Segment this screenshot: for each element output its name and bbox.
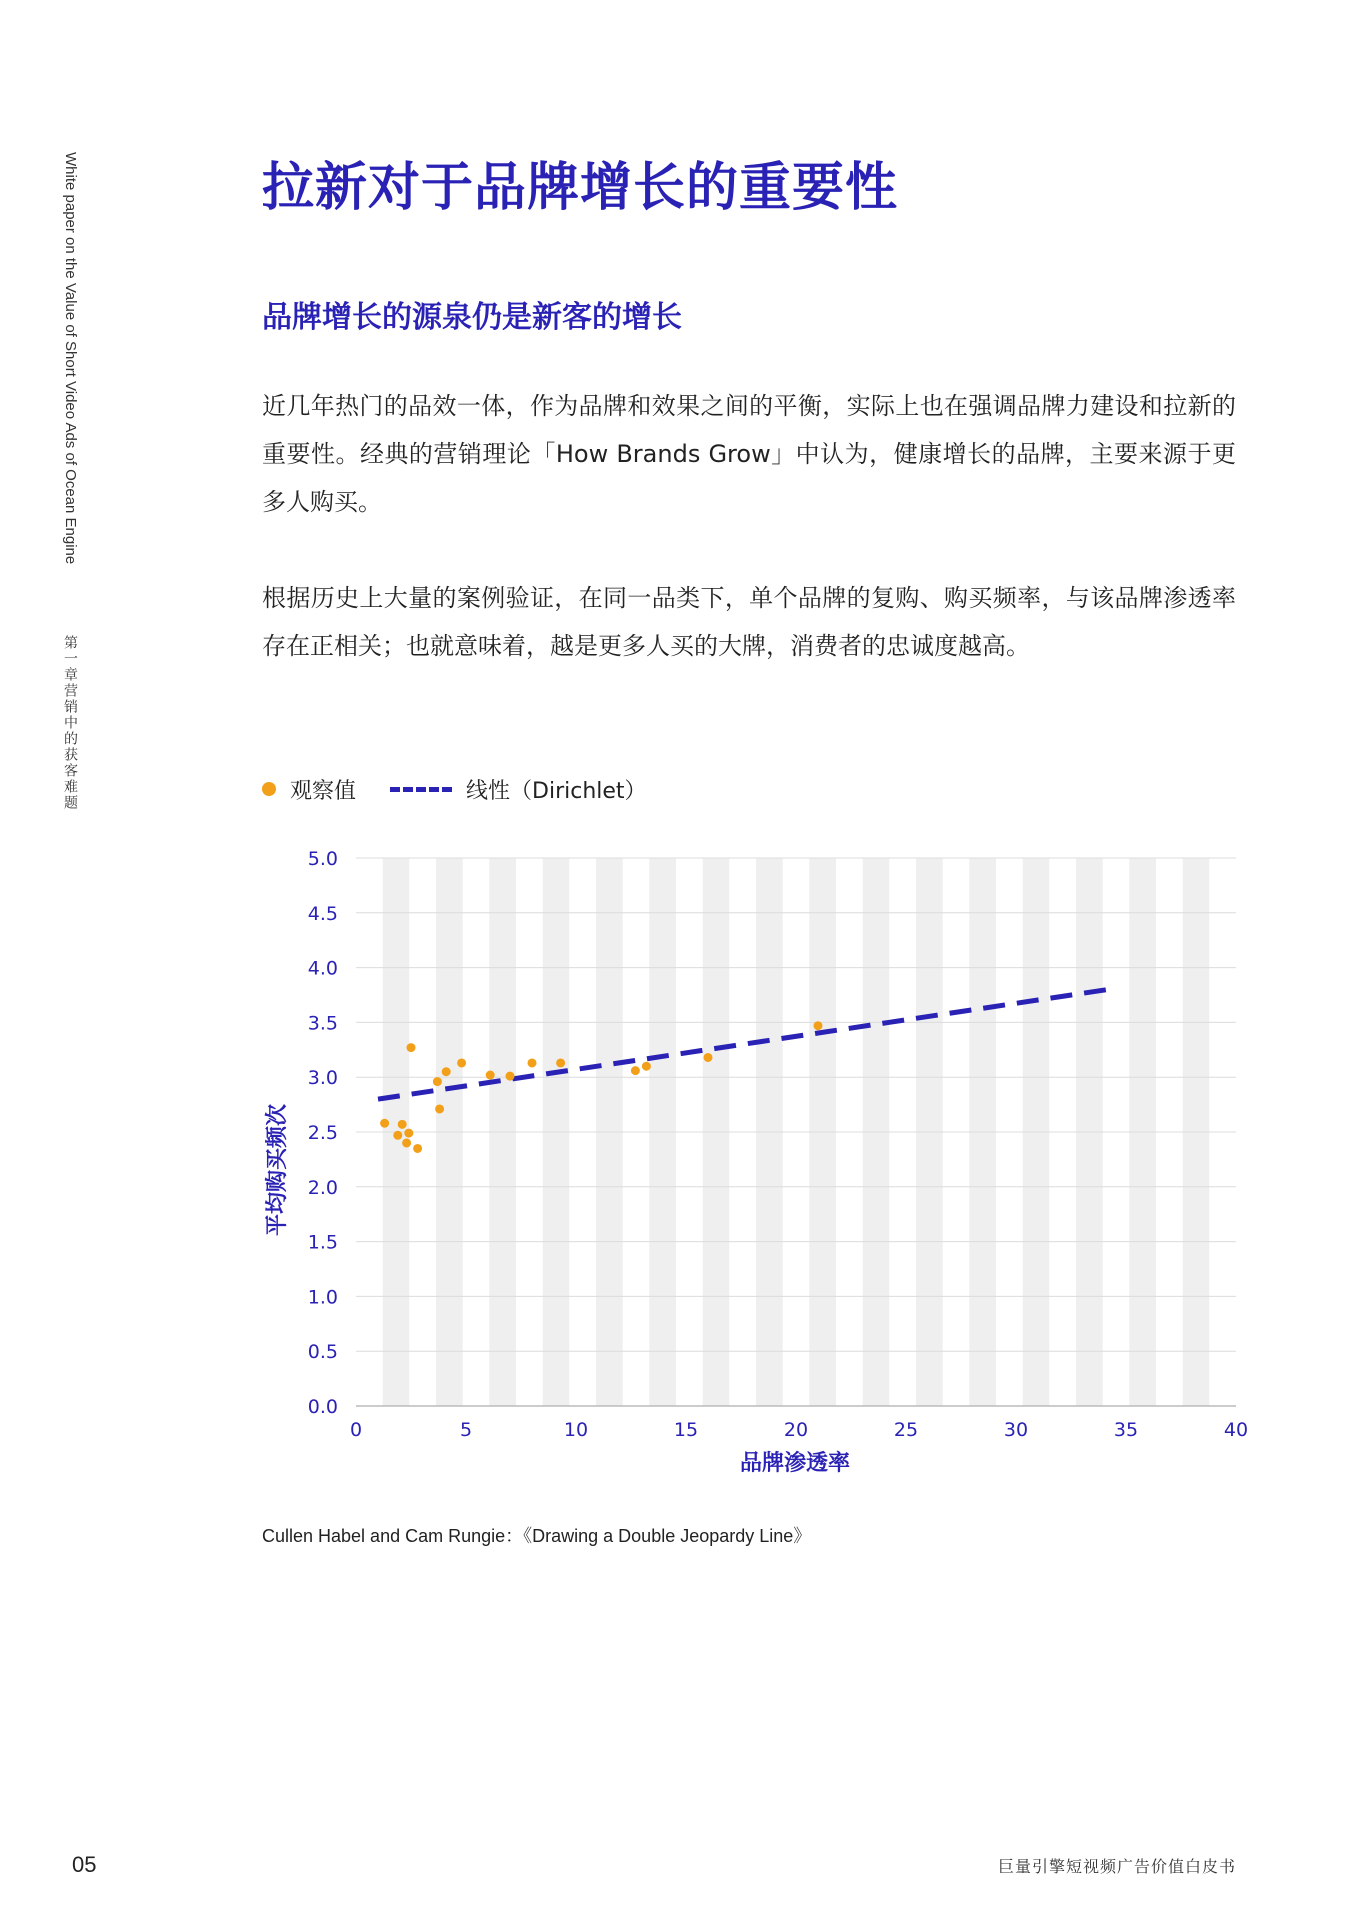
observed-point — [380, 1119, 389, 1128]
observed-point — [413, 1144, 422, 1153]
y-tick-label: 2.5 — [307, 1122, 338, 1144]
observed-point — [442, 1067, 451, 1076]
y-tick-label: 3.5 — [307, 1012, 338, 1035]
legend-observed-label: 观察值 — [290, 778, 357, 804]
y-tick-label: 0.5 — [307, 1341, 338, 1364]
scatter-chart — [240, 840, 1249, 1480]
dirichlet-trend-line — [378, 988, 1115, 1099]
observed-point — [486, 1071, 495, 1080]
chapter-title: 营销中的获客难题 — [62, 683, 78, 811]
observed-point — [398, 1120, 407, 1129]
x-tick-label: 10 — [563, 1419, 589, 1441]
observed-point — [402, 1138, 411, 1147]
x-tick-label: 35 — [1113, 1419, 1139, 1441]
chapter-number: 第一章 — [62, 635, 78, 683]
page-number: 05 — [72, 1852, 97, 1877]
x-tick-label: 25 — [893, 1419, 919, 1441]
legend-linear-marker — [390, 787, 452, 792]
chart-gridlines — [356, 858, 1236, 1406]
x-tick-label: 40 — [1223, 1419, 1249, 1441]
legend-observed-marker — [262, 782, 276, 796]
observed-point — [642, 1062, 651, 1071]
x-tick-labels — [350, 1419, 1248, 1441]
x-axis-label: 品牌渗透率 — [739, 1451, 851, 1476]
page-title: 拉新对于品牌增长的重要性 — [262, 158, 899, 218]
legend-linear-label: 线性（Dirichlet） — [466, 778, 647, 804]
observed-point — [814, 1021, 823, 1030]
x-tick-label: 20 — [783, 1419, 809, 1441]
footer-doc-title: 巨量引擎短视频广告价值白皮书 — [997, 1857, 1236, 1876]
y-tick-label: 4.0 — [307, 957, 338, 980]
observed-point — [404, 1129, 413, 1138]
y-tick-label: 1.5 — [307, 1231, 338, 1254]
paragraph-1: 近几年热门的品效一体，作为品牌和效果之间的平衡，实际上也在强调品牌力建设和拉新的重要性。经典的营销理论「How Brands Grow」中认为，健康增长的品牌，主要来源于更多人购买。 — [262, 392, 1236, 516]
y-axis-label: 平均购买频次 — [265, 1103, 290, 1237]
sidebar-english-title: White paper on the Value of Short Video Ads of Ocean Engine — [62, 152, 79, 565]
y-tick-label: 0.0 — [307, 1396, 338, 1418]
observed-point — [506, 1072, 515, 1081]
observed-point — [528, 1058, 537, 1067]
observed-point — [631, 1066, 640, 1075]
observed-point — [393, 1131, 402, 1140]
x-tick-label: 15 — [673, 1419, 699, 1441]
section-title: 品牌增长的源泉仍是新客的增长 — [262, 300, 682, 335]
observed-point — [433, 1077, 442, 1086]
x-tick-label: 30 — [1003, 1419, 1029, 1441]
observed-point — [435, 1104, 444, 1113]
observed-point — [457, 1058, 466, 1067]
paragraph-2: 根据历史上大量的案例验证，在同一品类下，单个品牌的复购、购买频率，与该品牌渗透率存在正相关；也就意味着，越是更多人买的大牌，消费者的忠诚度越高。 — [262, 584, 1236, 660]
y-tick-label: 3.0 — [307, 1067, 338, 1090]
trend-line-group — [378, 988, 1115, 1099]
x-tick-label: 0 — [349, 1419, 363, 1441]
y-tick-labels — [308, 848, 338, 1418]
observed-point — [407, 1043, 416, 1052]
y-tick-label: 4.5 — [307, 902, 338, 925]
y-tick-label: 2.0 — [307, 1176, 338, 1199]
y-tick-label: 5.0 — [307, 848, 338, 870]
observed-point — [704, 1053, 713, 1062]
x-tick-label: 5 — [459, 1419, 473, 1441]
sidebar-chapter — [58, 635, 82, 811]
y-tick-label: 1.0 — [307, 1286, 338, 1309]
source-note: Cullen Habel and Cam Rungie：《Drawing a Double Jeopardy Line》 — [262, 1526, 812, 1546]
observed-point — [556, 1058, 565, 1067]
chart-legend — [262, 774, 647, 804]
